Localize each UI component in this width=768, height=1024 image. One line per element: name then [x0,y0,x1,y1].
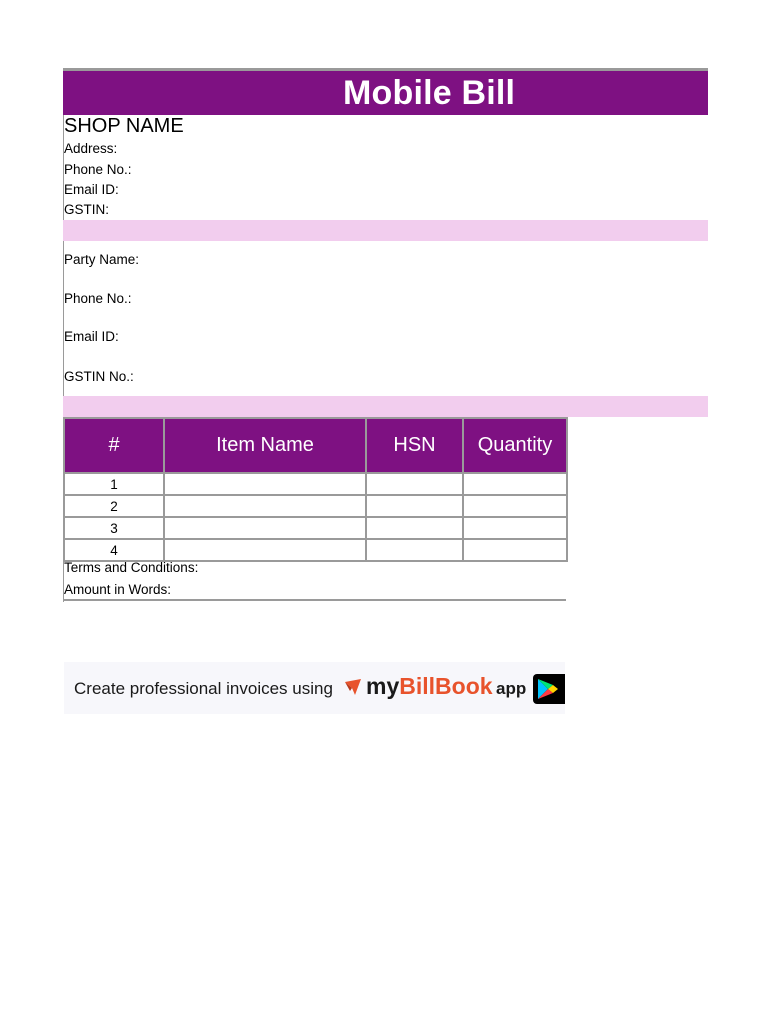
table-header-row [64,418,567,473]
row-number-cell[interactable]: 1 [64,473,164,495]
shop-gstin-label: GSTIN: [64,202,110,217]
terms-label: Terms and Conditions: [64,560,199,575]
hsn-cell[interactable] [366,539,463,561]
amount-in-words-label: Amount in Words: [64,582,172,597]
column-header-quantity: Quantity [463,418,567,473]
hsn-cell[interactable] [366,495,463,517]
item-name-cell[interactable] [164,495,366,517]
banner-app-text: app [496,679,527,698]
quantity-cell[interactable] [463,517,567,539]
table-row [64,539,567,561]
row-number-cell[interactable]: 2 [64,495,164,517]
column-header-hsn: HSN [366,418,463,473]
hsn-cell[interactable] [366,473,463,495]
mybillbook-logo-icon [344,678,362,696]
quantity-cell[interactable] [463,539,567,561]
play-triangle-icon [533,674,565,704]
column-header-item-name: Item Name [164,418,366,473]
row-number-cell[interactable]: 3 [64,517,164,539]
party-email-label: Email ID: [64,329,119,344]
table-row [64,473,567,495]
shop-name: SHOP NAME [64,115,184,137]
quantity-cell[interactable] [463,495,567,517]
banner-text: Create professional invoices using [74,679,333,698]
row-number-cell[interactable]: 4 [64,539,164,561]
section-divider-band [63,396,708,417]
party-gstin-label: GSTIN No.: [64,369,134,384]
section-divider-band [63,220,708,241]
page-title: Mobile Bill [343,74,516,112]
party-name-label: Party Name: [64,252,140,267]
table-row [64,495,567,517]
brand-billbook: BillBook [399,673,493,699]
shop-address-label: Address: [64,141,118,156]
google-play-icon[interactable] [533,674,565,704]
quantity-cell[interactable] [463,473,567,495]
title-bar [63,68,708,115]
brand-my: my [366,673,400,699]
item-name-cell[interactable] [164,473,366,495]
shop-phone-label: Phone No.: [64,162,132,177]
sheet-bottom-border [63,599,566,601]
mybillbook-brand [366,673,493,700]
item-name-cell[interactable] [164,517,366,539]
hsn-cell[interactable] [366,517,463,539]
shop-email-label: Email ID: [64,182,119,197]
mybillbook-banner[interactable] [64,662,565,714]
table-row [64,517,567,539]
item-name-cell[interactable] [164,539,366,561]
party-phone-label: Phone No.: [64,291,132,306]
column-header-number: # [64,418,164,473]
items-table [63,417,568,562]
